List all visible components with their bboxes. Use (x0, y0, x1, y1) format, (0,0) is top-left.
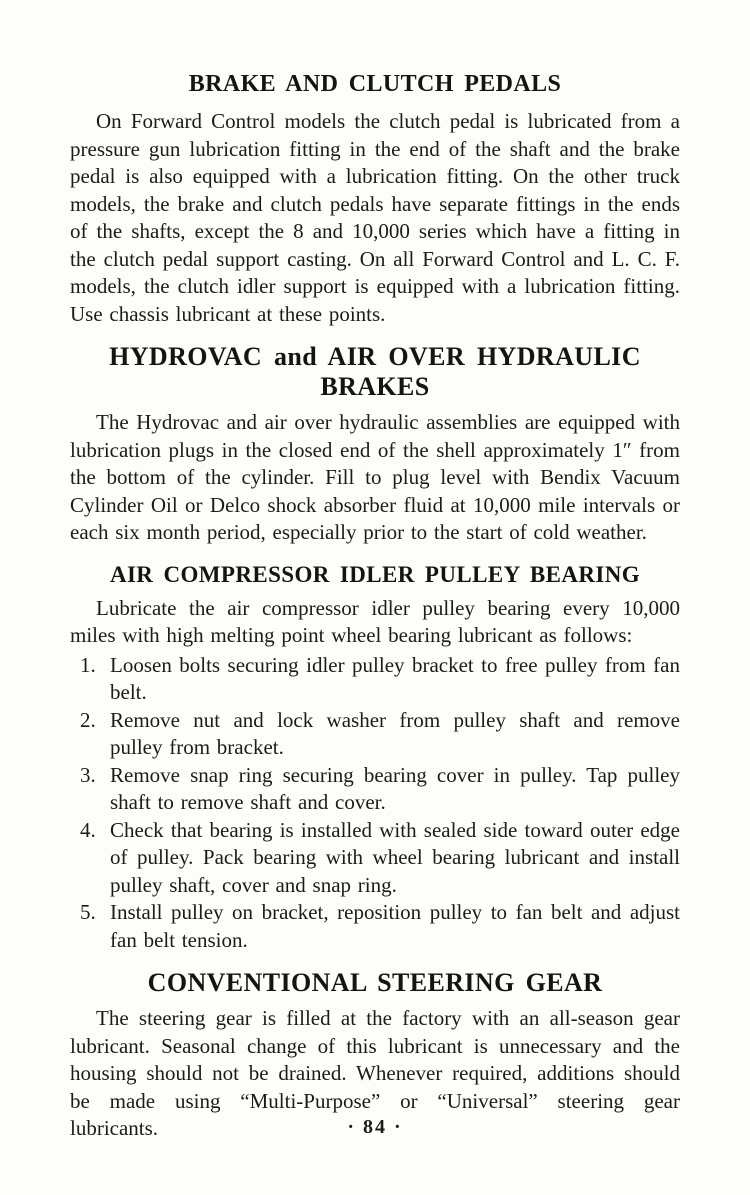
section-title-hydrovac-air-over-hydraulic-brakes: HYDROVAC and AIR OVER HYDRAULIC BRAKES (109, 342, 641, 401)
paragraph-brake-and-clutch-pedals: On Forward Control models the clutch pedal is lubricated from a pressure gun lubrication fitting in the end of the shaft and the brake pedal is also equipped with a lubrication fitting. On the other truck models, the brake and clutch pedals have separate fittings in the ends of the shafts, except the 8 and 10,000 series which have a fitting in the clutch pedal support casting. On all Forward Control and L. C. F. models, the clutch idler support is equipped with a lubrication fitting. Use chassis lubricant at these points. (70, 109, 680, 326)
list-item: Remove snap ring securing bearing cover in pulley. Tap pulley shaft to remove shaft and cover. (110, 762, 680, 814)
section-title-conventional-steering-gear: CONVENTIONAL STEERING GEAR (147, 968, 603, 997)
paragraph-hydrovac-brakes: The Hydrovac and air over hydraulic assemblies are equipped with lubrication plugs in the closed end of the shell approximately 1″ from the bottom of the cylinder. Fill to plug level with Bendix Vacuum Cylinder Oil or Delco shock absorber fluid at 10,000 mile intervals or each six month period, especially prior to the start of cold weather. (70, 410, 680, 544)
list-item: Check that bearing is installed with sealed side toward outer edge of pulley. Pack bearing with wheel bearing lubricant and install pulley shaft, cover and snap ring. (110, 817, 680, 897)
page-number: · 84 · (347, 1116, 403, 1138)
paragraph-steering-gear: The steering gear is filled at the factory with an all-season gear lubricant. Seasonal change of this lubricant is unnecessary and the housing should not be drained. Whenever required, additions should be made using “Multi-Purpose” or “Universal” steering gear lubricants. (70, 1006, 680, 1140)
list-item: Remove nut and lock washer from pulley shaft and remove pulley from bracket. (110, 707, 680, 759)
paragraph-idler-pulley-intro: Lubricate the air compressor idler pulley bearing every 10,000 miles with high melting point wheel bearing lubricant as follows: (70, 595, 680, 647)
section-title-air-compressor-idler-pulley-bearing: AIR COMPRESSOR IDLER PULLEY BEARING (109, 561, 641, 587)
numbered-list-idler-pulley-steps (70, 652, 680, 955)
list-item: Install pulley on bracket, reposition pulley to fan belt and adjust fan belt tension. (110, 900, 680, 952)
list-item: Loosen bolts securing idler pulley bracket to free pulley from fan belt. (110, 652, 680, 704)
section-title-brake-and-clutch-pedals: BRAKE AND CLUTCH PEDALS (188, 71, 562, 97)
